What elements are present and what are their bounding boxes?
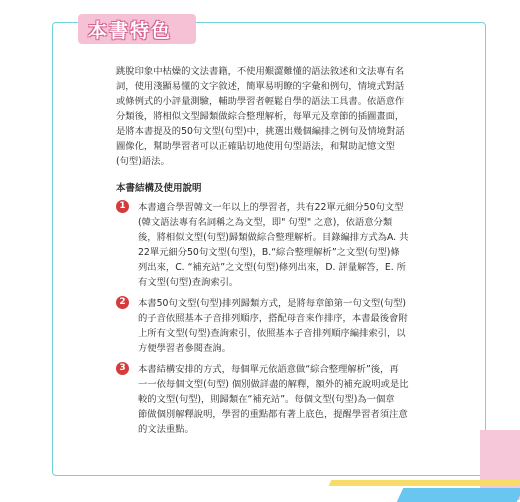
item-number-badge: 2 [116, 296, 129, 309]
item-text: 本書適合學習韓文一年以上的學習者，共有22單元細分50句文型 (韓文語法專有名詞稱之為文型，即" 句型" 之意)，依語意分類 後，將相似文型(句型)歸類做綜合整理解析。目錄編排方式為A. 共 22單元細分50句文型(句型)，B.“綜合整理解析”之文型(句型)條 列出來，C. “補充站”之文型(句型)條列出來，D. 評量解答，E. 所 有文型(句型)查詢索引。 [138, 202, 409, 288]
page-title: 本書特色 [88, 20, 173, 42]
item-text: 本書50句文型(句型)排列歸類方式，是將每章節第一句文型(句型) 的子音依照基本子音排列順序，搭配母音來作排序，本書最後會附 上所有文型(句型)查詢索引，依照基本子音排列順序編排索引，以 方便學習者參閱查詢。 [138, 298, 408, 354]
intro-paragraph: 跳脫印象中枯燥的文法書籍，不使用艱澀難懂的語法敘述和文法專有名 詞，使用淺顯易懂的文字敘述，簡單易明瞭的字彙和例句，情境式對話 或條例式的小評量測驗，輔助學習者輕鬆自學的語法工具書。依語意作 分類後，將相似文型歸類做綜合整理解析，每單元及章節的插圖畫面， 是將本書提及的50句文型(句型)中，挑選出幾個編排之例句及情境對話 圖像化，幫助學習者可以正確貼切地使用句型語法，和幫助記憶文型 (句型)語法。 [116, 66, 405, 167]
decorative-stripe-yellow [329, 480, 520, 486]
section-heading: 本書結構及使用說明 [116, 183, 202, 194]
item-text: 本書結構安排的方式，每個單元依語意做“綜合整理解析”後，再 一一依每個文型(句型) 個別做詳盡的解釋，額外的補充說明或是比 較的文型(句型)，則歸類在“補充站”。每個文型(句型)為一個章 節做個別解釋說明，學習的重點都有著上底色，提醒學習者須注意 的文法重點。 [138, 364, 409, 435]
item-number-badge: 1 [116, 200, 129, 213]
item-number-badge: 3 [116, 362, 129, 375]
